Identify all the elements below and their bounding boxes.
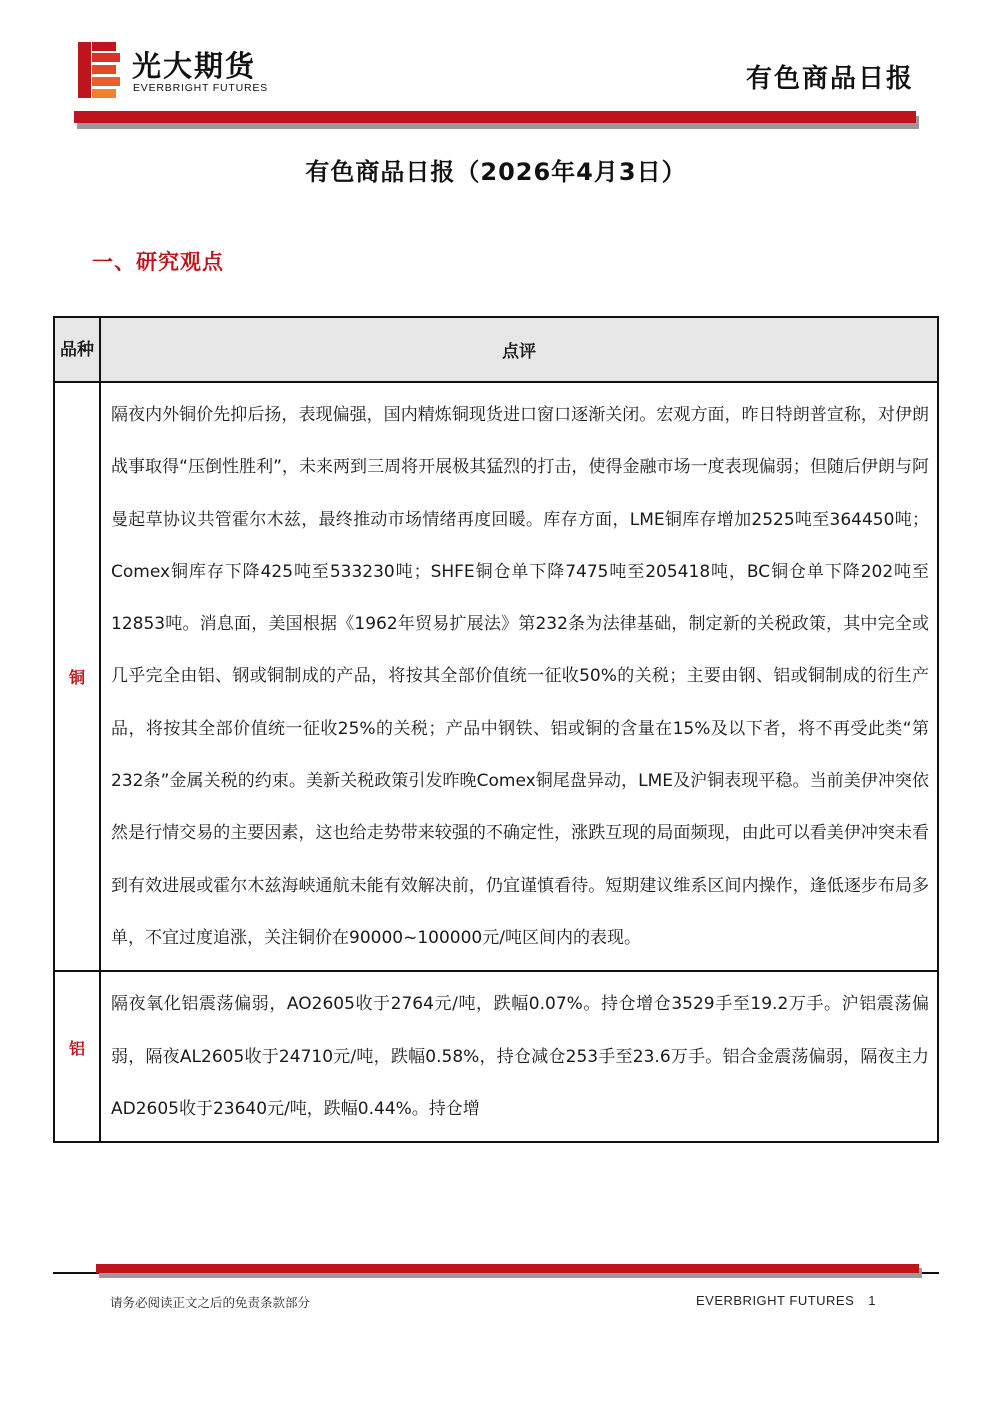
header-category: 品种	[54, 317, 100, 382]
header-divider	[74, 111, 919, 129]
comment-cell-aluminum	[100, 971, 938, 1142]
commentary-table-container	[53, 316, 939, 1274]
company-logo	[78, 40, 298, 100]
comment-copper: 隔夜内外铜价先抑后扬，表现偏强，国内精炼铜现货进口窗口逐渐关闭。宏观方面，昨日特朗普宣称，对伊朗战事取得“压倒性胜利”，未来两到三周将开展极其猛烈的打击，使得金融市场一度表现偏弱；但随后伊朗与阿曼起草协议共管霍尔木兹，最终推动市场情绪再度回暖。库存方面，LME铜库存增加2525吨至364450吨；Comex铜库存下降425吨至533230吨；SHFE铜仓单下降7475吨至205418吨，BC铜仓单下降202吨至12853吨。消息面，美国根据《1962年贸易扩展法》第232条为法律基础，制定新的关税政策，其中完全或几乎完全由铝、钢或铜制成的产品，将按其全部价值统一征收50%的关税；主要由钢、铝或铜制成的衍生产品，将按其全部价值统一征收25%的关税；产品中钢铁、铝或铜的含量在15%及以下者，将不再受此类“第232条”金属关税的约束。美新关税政策引发昨晚Comex铜尾盘异动，LME及沪铜表现平稳。当前美伊冲突依然是行情交易的主要因素，这也给走势带来较强的不确定性，涨跌互现的局面频现，由此可以看美伊冲突未看到有效进展或霍尔木兹海峡通航未能有效解决前，仍宜谨慎看待。短期建议维系区间内操作，逢低逐步布局多单，不宜过度追涨，关注铜价在90000~100000元/吨区间内的表现。	[111, 405, 929, 948]
everbright-logo-icon	[78, 42, 120, 98]
table-row	[54, 382, 938, 971]
page-number: 1	[868, 1293, 876, 1308]
company-name-cn: 光大期货	[132, 49, 257, 83]
commentary-table	[53, 316, 939, 1143]
footer-brand	[696, 1293, 876, 1308]
comment-cell-copper	[100, 382, 938, 971]
company-name-en: EVERBRIGHT FUTURES	[133, 82, 268, 94]
document-title: 有色商品日报（2026年4月3日）	[305, 158, 687, 186]
section-heading: 一、研究观点	[92, 250, 224, 274]
report-type-title: 有色商品日报	[745, 64, 914, 94]
footer-divider	[96, 1264, 922, 1278]
table-row	[54, 971, 938, 1142]
header-comment: 点评	[100, 317, 938, 382]
disclaimer-note: 请务必阅读正文之后的免责条款部分	[110, 1295, 311, 1310]
category-aluminum: 铝	[54, 971, 100, 1142]
footer-brand-text: EVERBRIGHT FUTURES	[695, 1293, 855, 1308]
table-header-row	[54, 317, 938, 382]
category-copper: 铜	[54, 382, 100, 971]
comment-aluminum: 隔夜氧化铝震荡偏弱，AO2605收于2764元/吨，跌幅0.07%。持仓增仓3529手至19.2万手。沪铝震荡偏弱，隔夜AL2605收于24710元/吨，跌幅0.58%，持仓减仓253手至23.6万手。铝合金震荡偏弱，隔夜主力AD2605收于23640元/吨，跌幅0.44%。持仓增	[111, 994, 929, 1119]
